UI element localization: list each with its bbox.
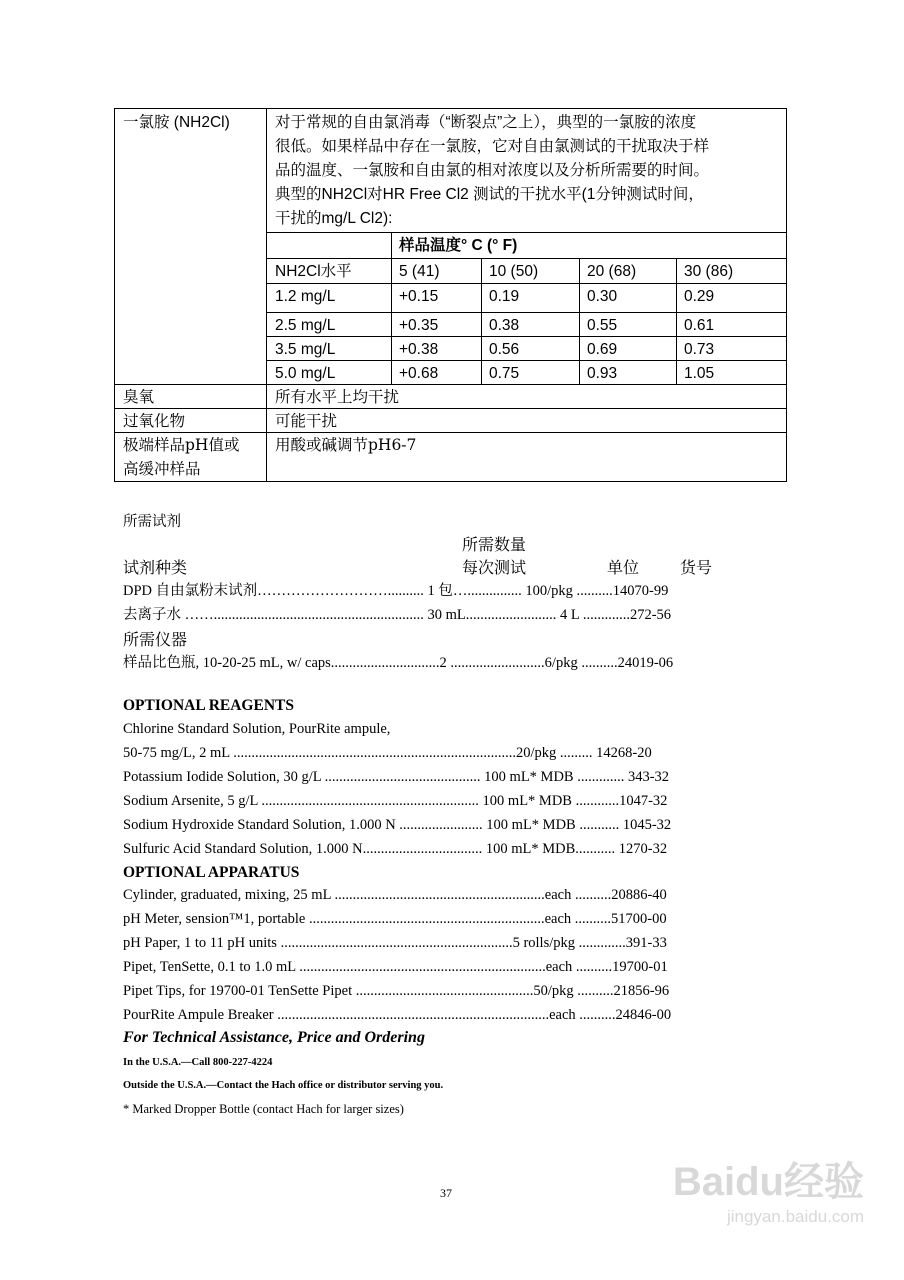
optional-reagent-line: Sodium Arsenite, 5 g/L ............................................................ 100 mL* MDB ............1047-32 (123, 793, 668, 809)
ph-label: 高缓冲样品 (123, 460, 201, 478)
optional-apparatus-line: Pipet, TenSette, 0.1 to 1.0 mL ....................................................................each ..........19700-01 (123, 959, 668, 975)
optional-reagent-line: Sulfuric Acid Standard Solution, 1.000 N................................. 100 mL* MDB........... 1270-32 (123, 841, 668, 857)
row-value: 0.61 (684, 317, 715, 334)
nh2cl-text-line: 典型的NH2Cl对HR Free Cl2 测试的干扰水平(1分钟测试时间， (275, 186, 704, 203)
ozone-label: 臭氧 (123, 388, 155, 406)
nh2cl-label: 一氯胺 (NH2Cl) (123, 114, 230, 131)
nh2cl-text-line: 很低。如果样品中存在一氯胺，它对自由氯测试的干扰取决于样 (275, 138, 710, 155)
baidu-watermark-logo (673, 1150, 864, 1227)
optional-reagent-line: Potassium Iodide Solution, 30 g/L ........................................... 100 mL* MDB ............. 343-32 (123, 769, 670, 785)
assist-heading: For Technical Assistance, Price and Ordering (123, 1029, 425, 1046)
optional-reagent-line: Sodium Hydroxide Standard Solution, 1.000 N ....................... 100 mL* MDB ........... 1045-32 (123, 817, 672, 833)
unit-header: 单位 (607, 560, 640, 577)
interference-table (114, 108, 787, 482)
outside-contact: Outside the U.S.A.—Contact the Hach office or distributor serving you. (123, 1080, 444, 1091)
apparatus-title: 所需仪器 (123, 632, 188, 649)
ph-text: 用酸或碱调节pH6-7 (275, 436, 417, 454)
optional-apparatus-line: PourRite Ampule Breaker ...........................................................................each ..........24846-00 (123, 1007, 672, 1023)
optional-reagents-title: OPTIONAL REAGENTS (123, 697, 294, 714)
row-value: 0.93 (587, 365, 618, 382)
row-value: 0.69 (587, 341, 618, 358)
row-level: 1.2 mg/L (275, 288, 336, 305)
reagent-line: DPD 自由氯粉末试剂……………………….......... 1 包…............... 100/pkg ..........14070-99 (123, 583, 669, 599)
temp-col: 5 (41) (399, 263, 440, 280)
qty-header: 所需数量 (462, 537, 527, 554)
type-header: 试剂种类 (123, 560, 188, 577)
row-value: 0.56 (489, 341, 520, 358)
row-value: +0.68 (399, 365, 439, 382)
qty-header: 每次测试 (462, 560, 527, 577)
temp-col: 20 (68) (587, 263, 637, 280)
row-value: 0.75 (489, 365, 520, 382)
optional-apparatus-line: Pipet Tips, for 19700-01 TenSette Pipet .................................................50/pkg ..........21856-96 (123, 983, 670, 999)
optional-apparatus-line: pH Paper, 1 to 11 pH units ................................................................5 rolls/pkg .............391-33 (123, 935, 667, 951)
peroxide-text: 可能干扰 (275, 412, 338, 430)
row-value: 0.29 (684, 288, 715, 305)
optional-reagent-line: 50-75 mg/L, 2 mL ..............................................................................20/pkg ......... 14268-20 (123, 745, 652, 761)
watermark-url: jingyan.baidu.com (726, 1207, 864, 1226)
row-value: +0.15 (399, 288, 439, 305)
temp-col: 10 (50) (489, 263, 539, 280)
row-value: 0.55 (587, 317, 618, 334)
footnote: * Marked Dropper Bottle (contact Hach for larger sizes) (123, 1102, 404, 1116)
row-value: 1.05 (684, 365, 715, 382)
optional-apparatus-line: Cylinder, graduated, mixing, 25 mL ..........................................................each ..........20886-40 (123, 887, 667, 903)
row-value: 0.73 (684, 341, 715, 358)
nh2cl-text-line: 品的温度、一氯胺和自由氯的相对浓度以及分析所需要的时间。 (275, 162, 710, 179)
row-value: 0.30 (587, 288, 618, 305)
nh2cl-text-line: 对于常规的自由氯消毒（“断裂点”之上），典型的一氯胺的浓度 (275, 114, 697, 131)
temp-header: 样品温度° C (° F) (399, 237, 518, 254)
ph-label: 极端样品pH值或 (123, 436, 240, 454)
nh2cl-text-line: 干扰的mg/L Cl2): (275, 210, 393, 227)
peroxide-label: 过氧化物 (123, 412, 186, 430)
row-level: 3.5 mg/L (275, 341, 336, 358)
optional-apparatus-title: OPTIONAL APPARATUS (123, 864, 300, 881)
reagents-title: 所需试剂 (123, 514, 181, 530)
row-value: 0.19 (489, 288, 520, 305)
catalog-header: 货号 (680, 560, 713, 577)
apparatus-line: 样品比色瓶, 10-20-25 mL, w/ caps..............................2 ..........................6/pkg ..........24019-06 (123, 655, 674, 671)
page-number: 37 (440, 1186, 452, 1200)
usa-contact: In the U.S.A.—Call 800-227-4224 (123, 1057, 273, 1068)
level-header: NH2Cl水平 (275, 263, 352, 280)
row-value: +0.38 (399, 341, 439, 358)
ozone-text: 所有水平上均干扰 (275, 388, 400, 406)
temp-col: 30 (86) (684, 263, 734, 280)
optional-reagent-line: Chlorine Standard Solution, PourRite ampule, (123, 721, 391, 737)
row-value: 0.38 (489, 317, 520, 334)
reagent-line: 去离子水 …….......................................................... 30 mL......................... 4 L .............272-56 (123, 607, 672, 623)
watermark-logo-text: Baidu经验 (672, 1160, 864, 1204)
row-level: 2.5 mg/L (275, 317, 336, 334)
row-value: +0.35 (399, 317, 439, 334)
optional-apparatus-line: pH Meter, sension™1, portable .................................................................each ..........51700-00 (123, 911, 667, 927)
row-level: 5.0 mg/L (275, 365, 336, 382)
